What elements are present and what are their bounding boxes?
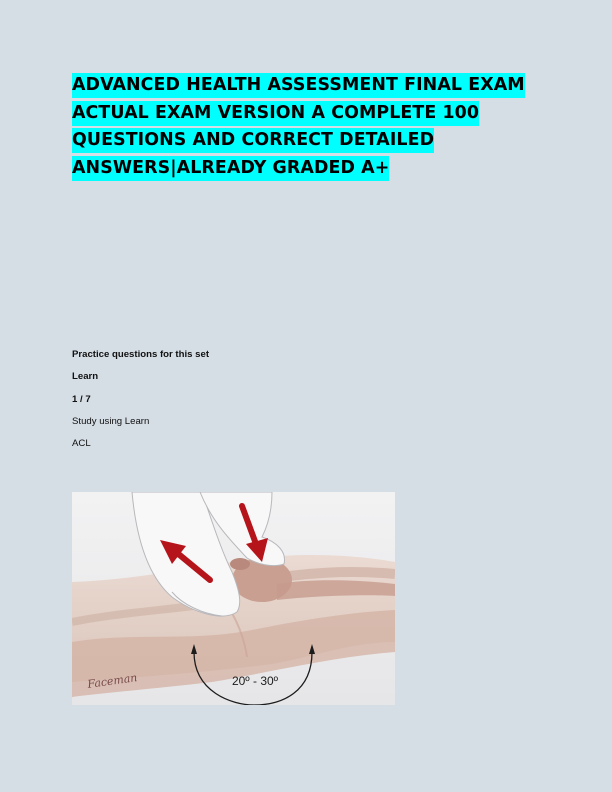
study-hint: Study using Learn: [72, 416, 150, 427]
page-title-text: ADVANCED HEALTH ASSESSMENT FINAL EXAM ACTUAL EXAM VERSION A COMPLETE 100 QUESTIONS AND CORRECT DETAILED ANSWERS|ALREADY GRADED A+: [72, 73, 525, 181]
progress-counter: 1 / 7: [72, 394, 91, 405]
learn-label: Learn: [72, 371, 99, 382]
lachman-test-illustration: [72, 492, 395, 705]
angle-label: 20º - 30º: [231, 674, 279, 688]
practice-heading: Practice questions for this set: [72, 349, 210, 360]
artist-signature: Faceman: [86, 671, 139, 691]
term-label: ACL: [72, 438, 91, 449]
page-title: [72, 72, 532, 182]
